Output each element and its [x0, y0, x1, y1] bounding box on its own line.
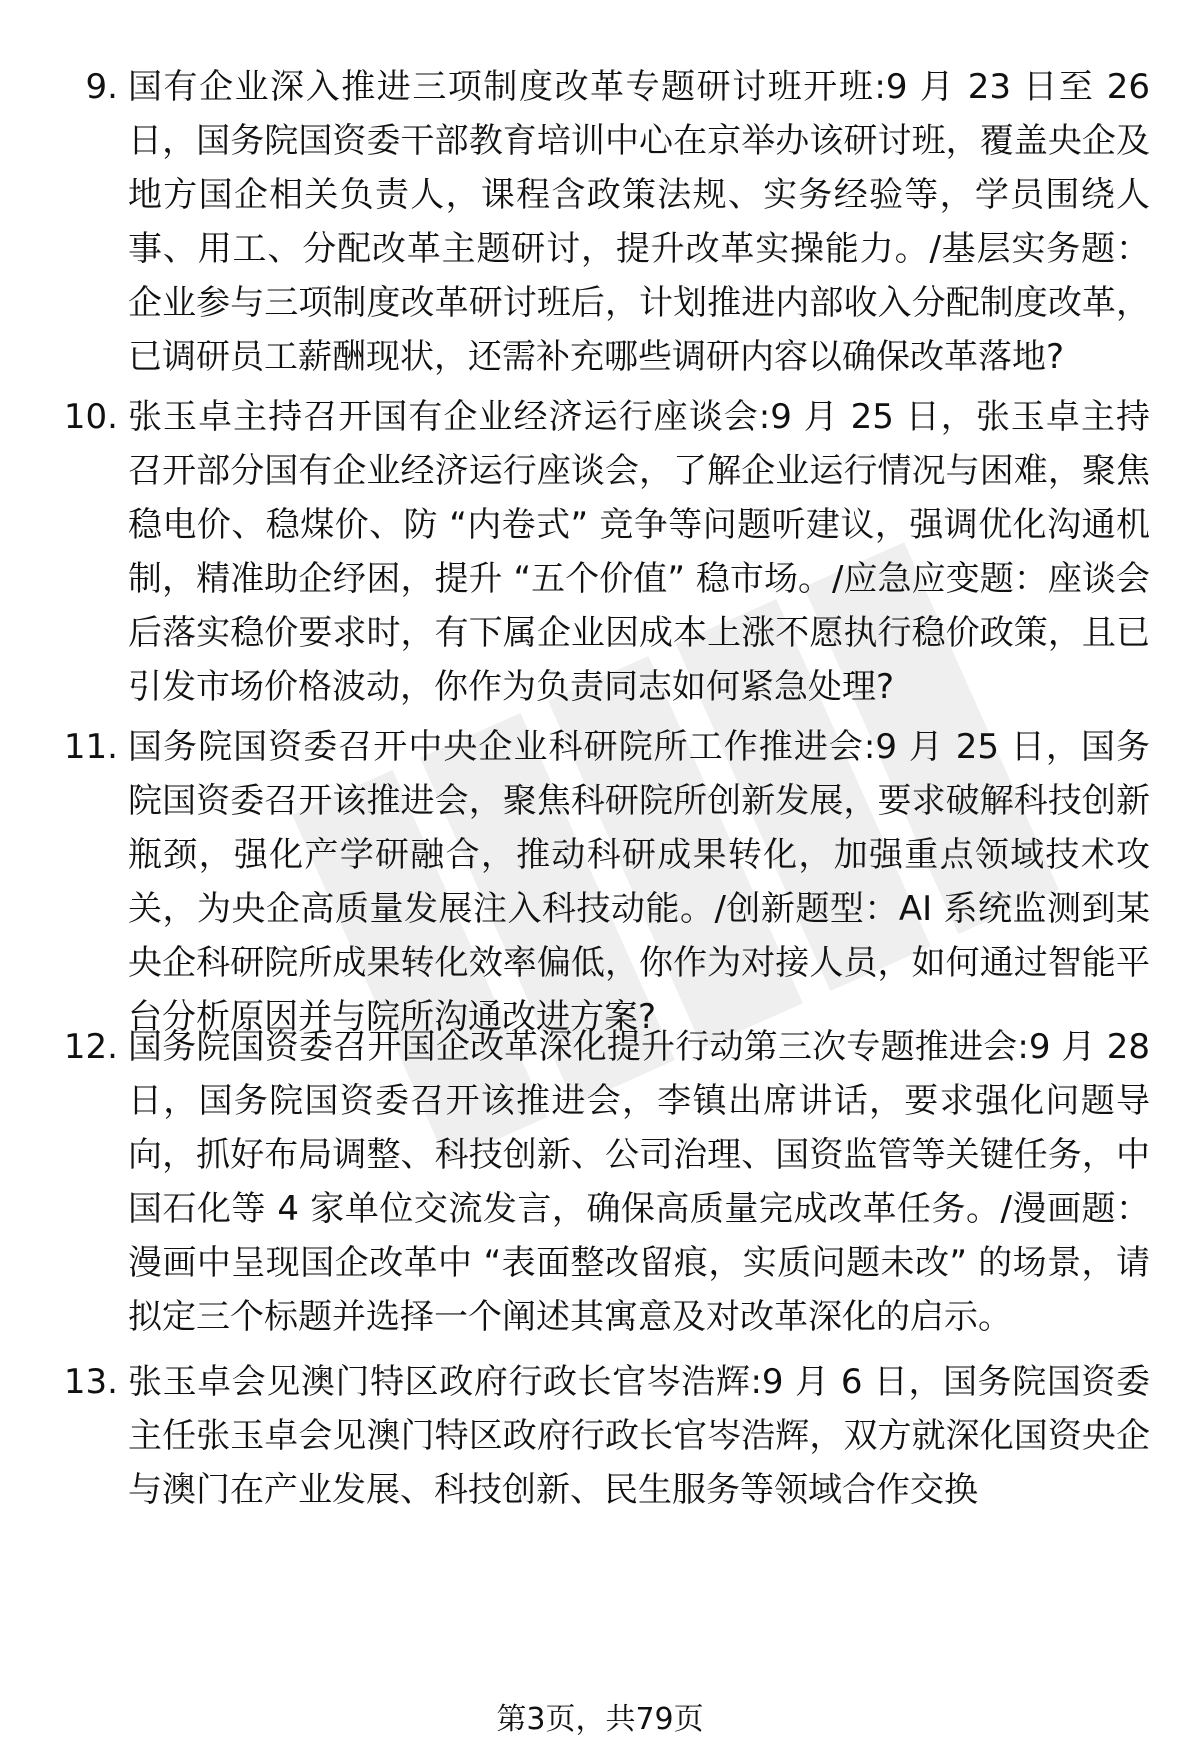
- list-item-10: [0, 390, 1200, 714]
- item-text: 国务院国资委召开国企改革深化提升行动第三次专题推进会:9 月 28 日，国务院国资委召开该推进会，李镇出席讲话，要求强化问题导向，抓好布局调整、科技创新、公司治理、国资监管等关键任务，中国石化等 4 家单位交流发言，确保高质量完成改革任务。/漫画题：漫画中呈现国企改革中 “表面整改留痕，实质问题未改” 的场景，请拟定三个标题并选择一个阐述其寓意及对改革深化的启示。: [128, 1027, 1150, 1337]
- item-text: 张玉卓会见澳门特区政府行政长官岑浩辉:9 月 6 日，国务院国资委主任张玉卓会见澳门特区政府行政长官岑浩辉，双方就深化国资央企与澳门在产业发展、科技创新、民生服务等领域合作交换: [128, 1362, 1150, 1510]
- item-text: 张玉卓主持召开国有企业经济运行座谈会:9 月 25 日，张玉卓主持召开部分国有企业经济运行座谈会，了解企业运行情况与困难，聚焦稳电价、稳煤价、防 “内卷式” 竞争等问题听建议，强调优化沟通机制，精准助企纾困，提升 “五个价值” 稳市场。/应急应变题：座谈会后落实稳价要求时，有下属企业因成本上涨不愿执行稳价政策，且已引发市场价格波动，你作为负责同志如何紧急处理?: [128, 397, 1150, 707]
- list-item-9: [0, 60, 1200, 384]
- item-text: 国有企业深入推进三项制度改革专题研讨班开班:9 月 23 日至 26 日，国务院国资委干部教育培训中心在京举办该研讨班，覆盖央企及地方国企相关负责人，课程含政策法规、实务经验等，学员围绕人事、用工、分配改革主题研讨，提升改革实操能力。/基层实务题：企业参与三项制度改革研讨班后，计划推进内部收入分配制度改革，已调研员工薪酬现状，还需补充哪些调研内容以确保改革落地?: [128, 67, 1150, 377]
- item-number: 12.: [63, 1027, 118, 1067]
- list-item-11: [0, 720, 1200, 1037]
- item-number: 11.: [63, 727, 118, 767]
- item-number: 13.: [63, 1362, 118, 1402]
- page-number-footer: 第3页，共79页: [496, 1702, 704, 1737]
- item-number: 9.: [85, 67, 118, 107]
- list-item-13: [0, 1355, 1200, 1517]
- item-number: 10.: [63, 397, 118, 437]
- list-item-12: [0, 1020, 1200, 1344]
- item-text: 国务院国资委召开中央企业科研院所工作推进会:9 月 25 日，国务院国资委召开该推进会，聚焦科研院所创新发展，要求破解科技创新瓶颈，强化产学研融合，推动科研成果转化，加强重点领域技术攻关，为央企高质量发展注入科技动能。/创新题型：AI 系统监测到某央企科研院所成果转化效率偏低，你作为对接人员，如何通过智能平台分析原因并与院所沟通改进方案?: [128, 727, 1150, 1037]
